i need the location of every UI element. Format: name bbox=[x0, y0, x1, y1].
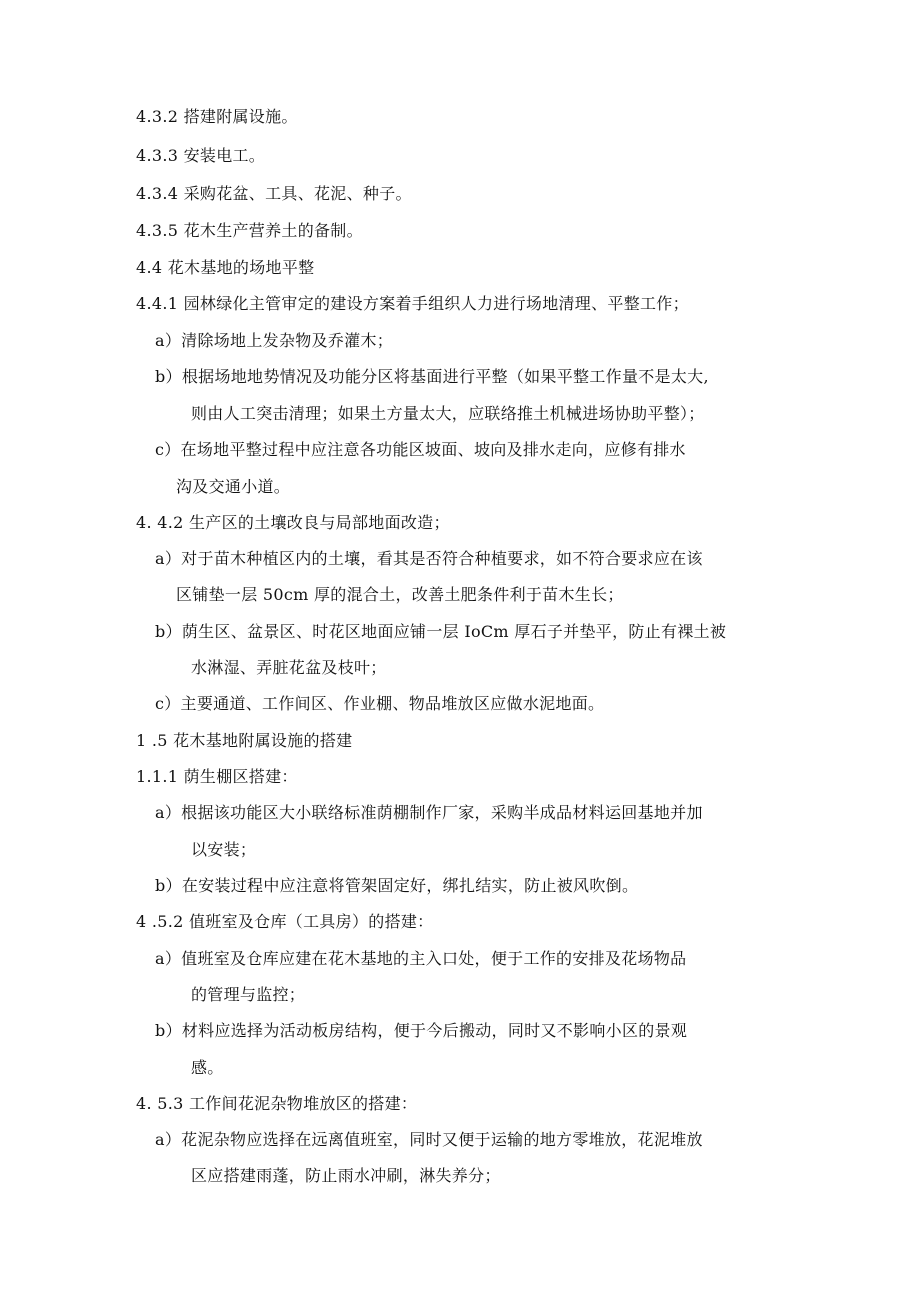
section-heading: 4 .5.2 值班室及仓库（工具房）的搭建： bbox=[136, 912, 434, 931]
list-item-continuation: 感。 bbox=[191, 1058, 224, 1077]
list-item-continuation: 则由人工突击清理；如果土方量太大，应联络推土机械进场协助平整）； bbox=[191, 404, 705, 423]
list-item-continuation: 以安装； bbox=[191, 840, 257, 859]
section-heading: 1 .5 花木基地附属设施的搭建 bbox=[136, 731, 353, 750]
list-item: b）在安装过程中应注意将管架固定好，绑扎结实，防止被风吹倒。 bbox=[155, 876, 639, 895]
list-item: b）荫生区、盆景区、时花区地面应铺一层 IoCm 厚石子并垫平，防止有裸土被 bbox=[155, 622, 727, 641]
text-line: 4.3.4 采购花盆、工具、花泥、种子。 bbox=[136, 184, 412, 203]
list-item: b）根据场地地势情况及功能分区将基面进行平整（如果平整工作量不是太大, bbox=[155, 367, 709, 386]
list-item-continuation: 区应搭建雨蓬，防止雨水冲刷，淋失养分； bbox=[191, 1166, 501, 1185]
list-item-continuation: 区铺垫一层 50cm 厚的混合土，改善土肥条件利于苗木生长； bbox=[176, 585, 624, 604]
list-item-continuation: 沟及交通小道。 bbox=[176, 477, 291, 496]
section-heading: 1.1.1 荫生棚区搭建： bbox=[136, 767, 298, 786]
text-line: 4.3.5 花木生产营养土的备制。 bbox=[136, 221, 363, 240]
list-item: a）根据该功能区大小联络标准荫棚制作厂家，采购半成品材料运回基地并加 bbox=[155, 803, 703, 822]
section-heading: 4. 4.2 生产区的土壤改良与局部地面改造； bbox=[136, 513, 450, 532]
list-item: a）花泥杂物应选择在远离值班室，同时又便于运输的地方零堆放，花泥堆放 bbox=[155, 1130, 703, 1149]
list-item: c）在场地平整过程中应注意各功能区坡面、坡向及排水走向，应修有排水 bbox=[155, 440, 686, 459]
section-heading: 4.4 花木基地的场地平整 bbox=[136, 258, 315, 277]
list-item-continuation: 水淋湿、弄脏花盆及枝叶； bbox=[191, 658, 387, 677]
list-item: a）清除场地上发杂物及乔灌木； bbox=[155, 331, 394, 350]
list-item-continuation: 的管理与监控； bbox=[191, 985, 306, 1004]
text-line: 4.3.3 安装电工。 bbox=[136, 146, 266, 165]
list-item: a）对于苗木种植区内的土壤，看其是否符合种植要求，如不符合要求应在该 bbox=[155, 549, 703, 568]
text-line: 4.3.2 搭建附属设施。 bbox=[136, 107, 298, 126]
list-item: c）主要通道、工作间区、作业棚、物品堆放区应做水泥地面。 bbox=[155, 694, 605, 713]
list-item: b）材料应选择为活动板房结构，便于今后搬动，同时又不影响小区的景观 bbox=[155, 1021, 688, 1040]
text-line: 4.4.1 园林绿化主管审定的建设方案着手组织人力进行场地清理、平整工作； bbox=[136, 294, 689, 313]
list-item: a）值班室及仓库应建在花木基地的主入口处，便于工作的安排及花场物品 bbox=[155, 949, 687, 968]
section-heading: 4. 5.3 工作间花泥杂物堆放区的搭建： bbox=[136, 1094, 418, 1113]
